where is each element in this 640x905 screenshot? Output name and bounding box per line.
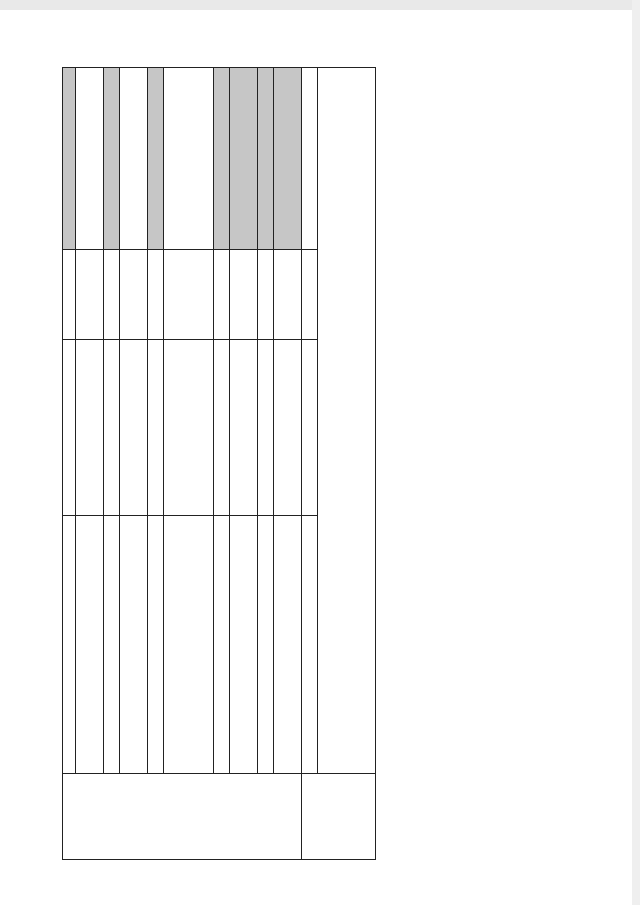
condition-cell xyxy=(230,68,258,250)
value-cell xyxy=(258,250,274,340)
condition-cell xyxy=(148,68,164,250)
condition-cell xyxy=(214,68,230,250)
gender-cell xyxy=(214,340,230,516)
value-cell xyxy=(214,250,230,340)
discipline-cell xyxy=(148,516,164,774)
gender-cell xyxy=(104,340,120,516)
condition-cell xyxy=(274,68,302,250)
value-cell xyxy=(302,250,318,340)
scan-right-edge xyxy=(632,0,640,905)
condition-cell xyxy=(120,68,148,250)
gender-cell xyxy=(148,340,164,516)
scan-top-edge xyxy=(0,0,640,10)
value-cell xyxy=(104,250,120,340)
discipline-cell xyxy=(214,516,230,774)
table-row xyxy=(63,68,76,860)
gender-cell xyxy=(230,340,258,516)
table-row xyxy=(318,68,376,860)
condition-cell xyxy=(104,68,120,250)
discipline-cell xyxy=(104,516,120,774)
gender-cell xyxy=(258,340,274,516)
gender-cell xyxy=(274,340,302,516)
discipline-cell xyxy=(63,516,76,774)
discipline-cell xyxy=(76,516,104,774)
discipline-cell xyxy=(258,516,274,774)
value-cell xyxy=(148,250,164,340)
table-row xyxy=(76,68,104,860)
competition-cell-top xyxy=(63,774,302,860)
value-cell xyxy=(274,250,302,340)
table-row xyxy=(120,68,148,860)
value-cell xyxy=(164,250,214,340)
value-cell xyxy=(63,250,76,340)
table-row xyxy=(258,68,274,860)
gender-cell xyxy=(164,340,214,516)
condition-cell xyxy=(63,68,76,250)
discipline-cell xyxy=(302,516,318,774)
table-row xyxy=(230,68,258,860)
condition-cell xyxy=(164,68,214,250)
gender-cell xyxy=(302,340,318,516)
discipline-cell xyxy=(120,516,148,774)
value-cell xyxy=(230,250,258,340)
page-number xyxy=(40,427,60,457)
table-row xyxy=(214,68,230,860)
sport-norms-table xyxy=(62,67,376,860)
table-row xyxy=(302,68,318,860)
table-row xyxy=(274,68,302,860)
value-cell xyxy=(76,250,104,340)
discipline-cell xyxy=(164,516,214,774)
gender-cell xyxy=(120,340,148,516)
gender-cell xyxy=(76,340,104,516)
table-row xyxy=(104,68,120,860)
condition-cell xyxy=(76,68,104,250)
discipline-cell xyxy=(274,516,302,774)
table-row xyxy=(164,68,214,860)
competition-cell-other xyxy=(302,774,376,860)
discipline-cell xyxy=(230,516,258,774)
condition-cell xyxy=(258,68,274,250)
condition-note xyxy=(318,68,376,774)
value-cell xyxy=(120,250,148,340)
rotated-page xyxy=(40,60,440,860)
table-row xyxy=(148,68,164,860)
gender-cell xyxy=(63,340,76,516)
condition-cell xyxy=(302,68,318,250)
